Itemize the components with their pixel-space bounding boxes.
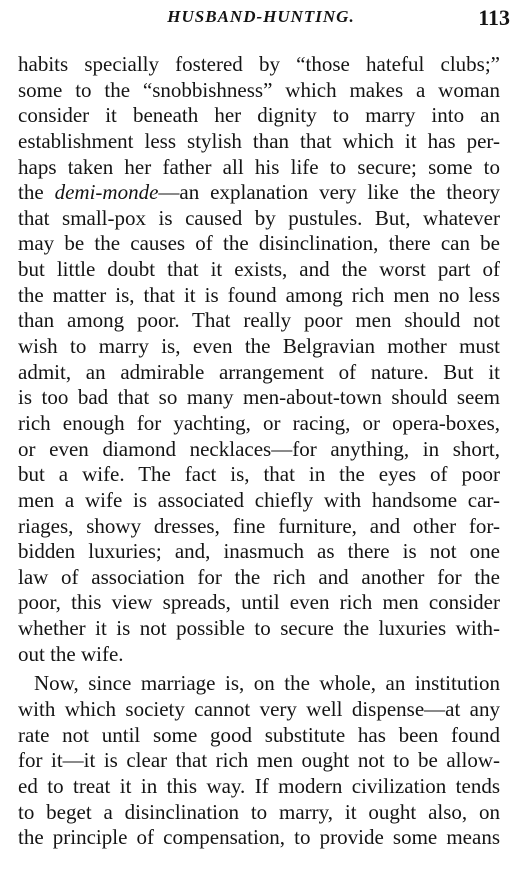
text-line: Now, since marriage is, on the whole, an institution — [34, 671, 500, 696]
text-run: the — [18, 180, 55, 205]
text-line — [18, 180, 500, 206]
text-line: but little doubt that it exists, and the worst part of — [18, 257, 500, 282]
page-number: 113 — [478, 5, 510, 30]
text-line: for it—it is clear that rich men ought not to be allow- — [18, 748, 500, 773]
text-line: or even diamond necklaces—for anything, in short, — [18, 436, 500, 461]
text-line: to beget a disinclination to marry, it ought also, on — [18, 799, 500, 824]
text-line: law of association for the rich and another for the — [18, 564, 500, 589]
text-line: wish to marry is, even the Belgravian mother must — [18, 334, 500, 359]
text-line: men a wife is associated chiefly with handsome car- — [18, 487, 500, 512]
text-line: with which society cannot very well dispense—at any — [18, 697, 500, 722]
text-line: that small-pox is caused by pustules. But, whatever — [18, 205, 500, 230]
text-line: rate not until some good substitute has been found — [18, 722, 500, 747]
text-line: admit, an admirable arrangement of nature. But it — [18, 359, 500, 384]
text-line: out the wife. — [18, 641, 124, 666]
running-head: HUSBAND-HUNTING. — [167, 7, 355, 26]
text-line: some to the “snobbishness” which makes a woman — [18, 77, 500, 102]
text-line: but a wife. The fact is, that in the eyes of poor — [18, 462, 500, 487]
text-line: ed to treat it in this way. If modern civilization tends — [18, 773, 500, 798]
text-line: whether it is not possible to secure the luxuries with- — [18, 616, 500, 641]
text-line: the principle of compensation, to provide some means — [18, 825, 500, 850]
paragraph-2 — [18, 671, 500, 850]
text-line: is too bad that so many men-about-town should seem — [18, 385, 500, 410]
page-header — [0, 5, 522, 35]
paragraph-1 — [18, 52, 500, 667]
text-line: establishment less stylish than that which it has per- — [18, 128, 500, 153]
text-line: bidden luxuries; and, inasmuch as there is not one — [18, 539, 500, 564]
text-line: may be the causes of the disinclination, there can be — [18, 231, 500, 256]
text-line: than among poor. That really poor men should not — [18, 308, 500, 333]
text-line: rich enough for yachting, or racing, or opera-boxes, — [18, 410, 500, 435]
text-line: poor, this view spreads, until even rich men consider — [18, 590, 500, 615]
text-line: haps taken her father all his life to secure; some to — [18, 154, 500, 179]
text-line: consider it beneath her dignity to marry into an — [18, 103, 500, 128]
text-line: riages, showy dresses, fine furniture, and other for- — [18, 513, 500, 538]
body-text — [18, 52, 500, 851]
text-line: habits specially fostered by “those hateful clubs;” — [18, 52, 500, 76]
italic-term: demi-monde — [54, 180, 159, 205]
text-line: the matter is, that it is found among rich men no less — [18, 282, 500, 307]
text-run: —an explanation very like the theory — [158, 180, 500, 205]
